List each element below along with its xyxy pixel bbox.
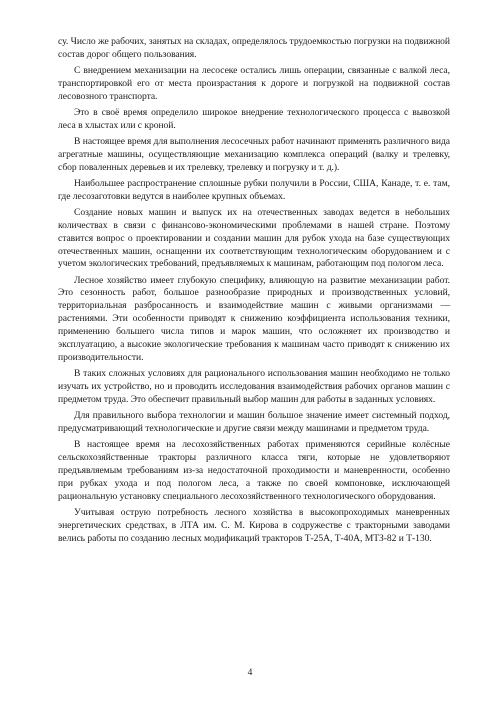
page-number: 4 — [247, 668, 253, 678]
page-body — [58, 36, 450, 549]
paragraph: Наибольшее распространение сплошные рубки получили в России, США, Канаде, т. е. там, где лесозаготовки ведутся в наиболее крупных объемах. — [58, 177, 450, 202]
paragraph: В настоящее время на лесохозяйственных работах применяются серийные колёсные сельскохозяйственные тракторы различного класса тяги, которые не удовлетворяют предъявляемым требованиям из-за недостаточной проходимости и маневренности, особенно при рубках ухода и под пологом леса, а также по своей компоновке, исключающей рациональную установку специального лесохозяйственного технологического оборудования. — [58, 438, 450, 502]
paragraph: Это в своё время определило широкое внедрение технологического процесса с вывозкой леса в хлыстах или с кроной. — [58, 106, 450, 131]
paragraph: В таких сложных условиях для рационального использования машин необходимо не только изучать их устройство, но и проводить исследования взаимодействия рабочих органов машин с предметом труда. Это обеспечит правильный выбор машин для работы в заданных условиях. — [58, 368, 450, 405]
paragraph: С внедрением механизации на лесосеке остались лишь операции, связанные с валкой леса, транспортировкой его от места произрастания к дороге и погрузкой на подвижной состав лесовозного транспорта. — [58, 65, 450, 102]
paragraph: Лесное хозяйство имеет глубокую специфику, влияющую на развитие механизации работ. Это сезонность работ, большое разнообразие природных и производственных условий, территориальная разбросанность и взаимодействие машин с живыми организмами — растениями. Эти особенности приводят к снижению коэффициента использования техники, применению большего числа типов и марок машин, что осложняет их производство и эксплуатацию, а высокие экологические требования к машинам часто приводят к снижению их производительности. — [58, 274, 450, 363]
paragraph: Для правильного выбора технологии и машин большое значение имеет системный подход, предусматривающий технологические и другие связи между машинами и предметом труда. — [58, 409, 450, 434]
paragraph: В настоящее время для выполнения лесосечных работ начинают применять различного вида агрегатные машины, осуществляющие механизацию комплекса операций (валку и трелевку, сбор поваленных деревьев и их трелевку, трелевку и погрузку и т. д.). — [58, 135, 450, 173]
paragraph: Учитывая острую потребность лесного хозяйства в высокопроходимых маневренных энергетических средствах, в ЛТА им. С. М. Кирова в содружестве с тракторными заводами велись работы по созданию лесных модификаций тракторов Т-25А, Т-40А, МТЗ-82 и Т-130. — [58, 506, 450, 544]
paragraph: Создание новых машин и выпуск их на отечественных заводах ведется в небольших количествах в связи с финансово-экономическими проблемами в нашей стране. Поэтому ставится вопрос о проектировании и создании машин для рубок ухода на базе существующих отечественных машин, оснащенни их соответствующим технологическим оборудованием и с учетом экологических требований, предъявляемых к машинам, работающим под пологом леса. — [58, 206, 450, 270]
paragraph: су. Число же рабочих, занятых на складах, определялось трудоемкостью погрузки на подвижной состав дорог общего пользования. — [58, 36, 450, 60]
